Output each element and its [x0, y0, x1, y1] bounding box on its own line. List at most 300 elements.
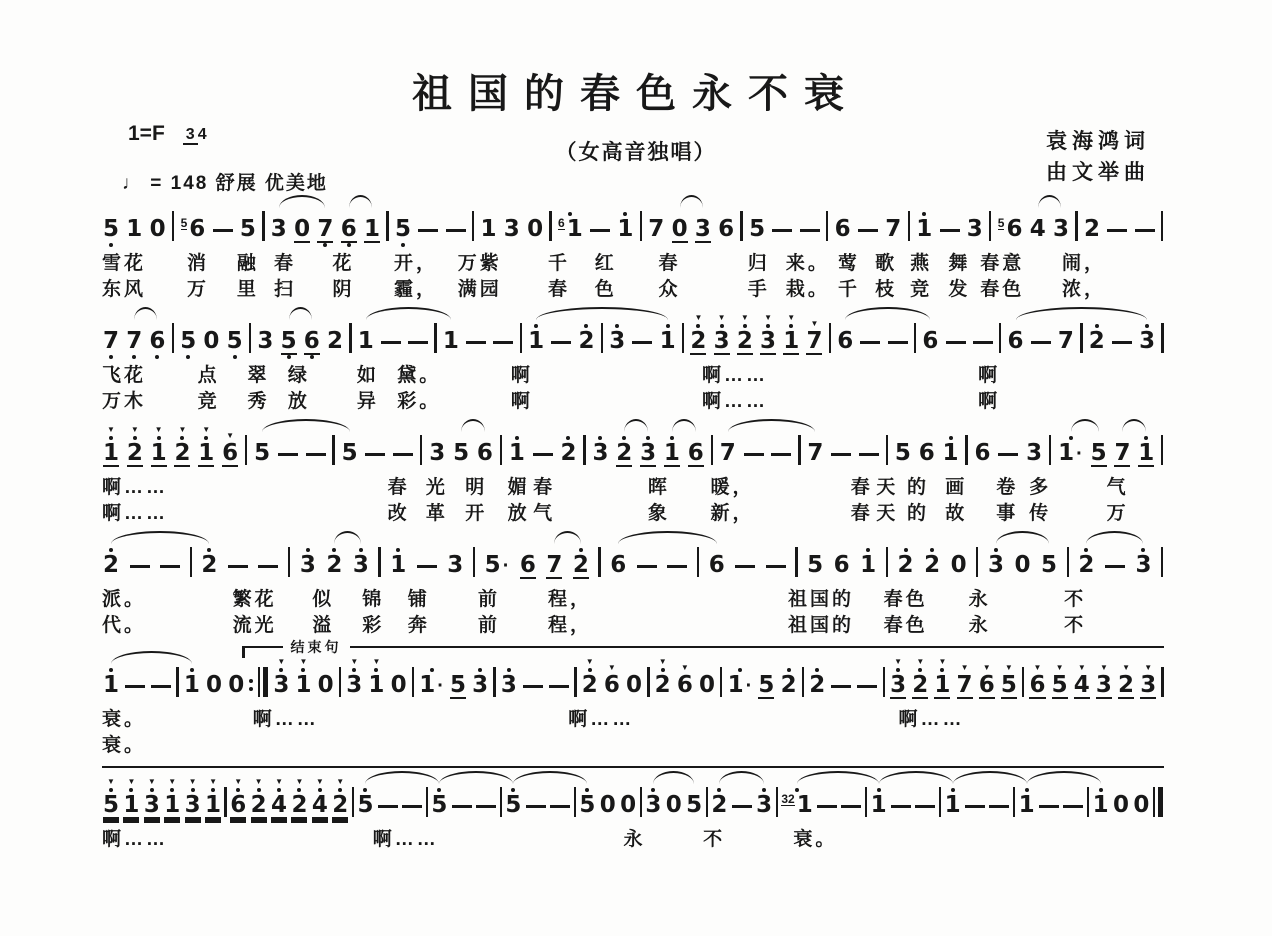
note-number: 1 — [442, 328, 459, 354]
duration-dash — [364, 453, 386, 472]
accent-mark-icon: ▼ — [107, 425, 115, 435]
barline — [1080, 323, 1082, 353]
barline-thick — [263, 667, 269, 697]
octave-dot — [401, 243, 405, 247]
rest-note — [390, 673, 408, 704]
accent-mark-icon: ▼ — [254, 777, 263, 787]
note-number-row — [300, 553, 316, 577]
duration-dash-bar — [551, 341, 571, 344]
rest-note — [1112, 793, 1130, 824]
lyric-syllable: 满园 — [457, 279, 502, 300]
duration-dash-bar — [408, 341, 428, 344]
note-number-row — [222, 441, 238, 467]
note-number-row — [1135, 553, 1151, 577]
duration-dash — [227, 565, 249, 584]
note-number-row — [890, 673, 906, 699]
note-number: 1 — [357, 328, 374, 354]
lyric-syllable: 啊…… — [102, 829, 169, 850]
barline — [434, 323, 436, 353]
note-number-row — [604, 673, 620, 697]
note-token — [446, 553, 464, 584]
note-number-row — [695, 217, 711, 243]
repeat-dots — [249, 679, 253, 691]
note-token — [647, 217, 665, 248]
note-token — [1088, 323, 1106, 360]
note-number-row — [318, 673, 334, 697]
music-line — [102, 196, 1164, 300]
note-token — [102, 217, 120, 248]
barline — [262, 211, 264, 241]
barline — [288, 547, 290, 577]
lyric-syllable: 天 — [876, 503, 899, 524]
note-number-row — [1118, 673, 1134, 699]
lyric-syllable: 多 — [1029, 477, 1052, 498]
note-token — [452, 441, 470, 472]
note-number-row — [485, 553, 510, 577]
lyric-row — [102, 386, 1164, 412]
note-number: 5 — [341, 440, 358, 466]
note-token — [1139, 663, 1157, 704]
note-number-row — [185, 793, 201, 819]
rest-note — [149, 217, 167, 248]
lyric-syllable: 啊 — [510, 391, 533, 412]
duration-dash — [1062, 805, 1084, 824]
duration-dash-bar — [973, 341, 993, 344]
note-number: 5 — [1041, 552, 1058, 578]
duration-dash — [492, 341, 514, 360]
accent-mark-icon: ▼ — [764, 313, 772, 323]
barline — [472, 211, 474, 241]
barline — [802, 667, 804, 697]
note-token — [102, 547, 120, 584]
barline — [352, 787, 354, 817]
barline — [598, 547, 600, 577]
note-number-row — [898, 553, 914, 577]
duration-dash — [589, 229, 611, 248]
note-token — [689, 313, 707, 360]
barline — [1013, 787, 1015, 817]
note-number: 3 — [500, 672, 517, 698]
accent-mark-icon: ▼ — [607, 663, 616, 672]
duration-dash — [445, 229, 467, 248]
duration-dash-bar — [533, 453, 553, 456]
note-number-row — [103, 329, 119, 353]
note-number-row — [620, 793, 636, 817]
note-token — [748, 217, 766, 248]
note-number: 1 — [363, 216, 380, 243]
octave-dot — [155, 355, 159, 359]
note-number: 1 — [870, 792, 887, 818]
note-number: 2 — [1118, 672, 1135, 699]
meter-denominator: 4 — [197, 125, 207, 143]
note-token — [889, 657, 907, 704]
note-token — [915, 211, 933, 248]
note-token — [1073, 663, 1091, 704]
note-token — [356, 787, 374, 824]
grace-note: 5 — [180, 216, 188, 230]
note-number-row — [807, 441, 823, 465]
duration-dash — [857, 229, 879, 248]
note-number: 2 — [654, 672, 671, 698]
note-token — [1117, 663, 1135, 704]
accent-mark-icon: ▼ — [202, 425, 211, 435]
barline — [720, 667, 722, 697]
note-number: 7 — [103, 328, 120, 354]
note-number: 7 — [956, 672, 973, 699]
lyric-syllable: 锦 — [362, 589, 385, 610]
low-octave-slot — [233, 353, 237, 360]
note-token — [933, 657, 951, 704]
note-number: 3 — [640, 440, 657, 467]
note-token — [727, 667, 754, 704]
note-number: 3 — [1140, 672, 1157, 699]
duration-dash — [451, 805, 473, 824]
accent-mark-icon: ▼ — [916, 657, 925, 667]
duration-dash — [550, 341, 572, 360]
octave-dot — [109, 243, 113, 247]
barline — [520, 323, 522, 353]
note-number: 2 — [291, 792, 308, 819]
note-token — [884, 217, 902, 248]
note-number-row — [616, 441, 632, 467]
accent-mark-icon: ▼ — [226, 431, 235, 441]
note-number: 6 — [340, 216, 357, 243]
note-token — [226, 329, 244, 360]
note-number: 2 — [1088, 328, 1105, 354]
note-number-row — [809, 673, 825, 697]
octave-dot — [132, 355, 136, 359]
note-token — [250, 777, 268, 824]
accent-mark-icon: ▼ — [372, 657, 381, 666]
note-number: 6 — [603, 672, 620, 698]
lyric-syllable: 程， — [548, 589, 593, 610]
note-token — [894, 441, 912, 472]
note-number: 2 — [572, 552, 589, 579]
duration-dash-bar — [1107, 229, 1127, 232]
note-number-row — [934, 673, 950, 699]
note-number-row — [711, 793, 727, 817]
note-number: 7 — [719, 440, 736, 466]
note-number: 2 — [1078, 552, 1095, 578]
note-token — [325, 547, 343, 584]
note-number-row — [164, 793, 180, 819]
note-number: 6 — [222, 440, 239, 467]
note-token — [341, 441, 359, 472]
duration-dash — [939, 229, 961, 248]
note-number-row — [527, 217, 543, 241]
note-token — [577, 323, 595, 360]
barline — [682, 323, 684, 353]
note-number: 7 — [1114, 440, 1131, 467]
barline — [172, 323, 174, 353]
note-token — [500, 667, 518, 704]
duration-dash-bar — [550, 805, 570, 808]
note-number: 1 — [528, 328, 545, 354]
duration-dash-bar — [632, 341, 652, 344]
duration-dash-bar — [476, 805, 496, 808]
note-number: 7 — [648, 216, 665, 242]
duration-dash-bar — [637, 565, 657, 568]
note-number-row — [609, 329, 625, 353]
barline — [1087, 787, 1089, 817]
note-token — [987, 547, 1005, 584]
duration-dash-bar — [278, 453, 298, 456]
augmentation-dot: · — [437, 675, 444, 697]
note-number-row — [304, 329, 320, 355]
note-number-row — [835, 217, 851, 241]
note-number: 5 — [103, 792, 120, 819]
note-number-row — [709, 553, 725, 577]
note-token — [253, 441, 271, 472]
note-token — [833, 553, 851, 584]
note-token — [944, 787, 962, 824]
tempo-expression: 舒展 优美地 — [215, 173, 328, 194]
note-number: 6 — [610, 552, 627, 578]
duration-dash — [945, 341, 967, 360]
note-number-row — [1001, 673, 1017, 699]
barline — [224, 787, 226, 817]
rest-note — [1132, 793, 1150, 824]
lyric-syllable: 万木 — [102, 391, 147, 412]
note-number: 2 — [897, 552, 914, 578]
lyric-syllable: 啊…… — [102, 503, 169, 524]
note-number-row — [660, 329, 676, 353]
lyric-syllable: 永 — [968, 615, 991, 636]
note-token — [545, 553, 563, 584]
note-token — [782, 313, 800, 360]
barline — [829, 323, 831, 353]
note-number-row — [600, 793, 616, 817]
lyric-syllable: 竞 — [197, 391, 220, 412]
accent-mark-icon: ▼ — [787, 313, 796, 323]
note-number: 0 — [599, 792, 616, 818]
note-number-row — [1113, 793, 1129, 817]
note-token — [180, 217, 207, 248]
duration-dash — [914, 805, 936, 824]
note-number-row — [912, 673, 928, 699]
accent-mark-icon: ▼ — [275, 777, 283, 787]
note-number-row — [579, 793, 595, 817]
grace-note: 6 — [558, 216, 565, 230]
note-token — [256, 329, 274, 360]
note-number: 5 — [749, 216, 766, 242]
note-number-row — [737, 329, 753, 355]
note-token — [1077, 547, 1095, 584]
barline — [493, 667, 495, 697]
time-signature — [183, 127, 207, 142]
accent-mark-icon: ▼ — [147, 777, 156, 787]
duration-dash — [887, 341, 909, 360]
lyric-syllable: 啊 — [978, 391, 1001, 412]
duration-dash-bar — [213, 229, 233, 232]
note-token — [430, 787, 448, 824]
note-number: 3 — [1139, 328, 1156, 354]
lyric-syllable: 衰。 — [102, 735, 147, 756]
note-token — [102, 425, 120, 472]
duration-dash — [305, 453, 327, 472]
lyric-syllable: 明 — [465, 477, 488, 498]
note-token — [834, 217, 852, 248]
note-number-row — [1053, 217, 1069, 241]
low-octave-slot — [347, 241, 351, 248]
note-number-row — [686, 793, 702, 817]
note-token — [608, 323, 626, 360]
note-number: 5 — [1090, 440, 1107, 467]
lyric-syllable: 飞花 — [102, 365, 147, 386]
note-number-row — [714, 329, 730, 355]
note-number: 1 — [796, 792, 813, 818]
note-number: 3 — [503, 216, 520, 242]
accent-mark-icon: ▼ — [315, 777, 324, 787]
note-token — [1028, 663, 1046, 704]
note-token — [163, 777, 181, 824]
note-number: 3 — [184, 792, 201, 819]
note-number: 3 — [987, 552, 1004, 578]
music-line — [102, 308, 1164, 412]
note-number: 6 — [718, 216, 735, 242]
note-number: 6 — [476, 440, 493, 466]
note-number-row — [957, 673, 973, 699]
barline — [640, 787, 642, 817]
note-number: 0 — [1014, 552, 1031, 578]
note-number-row — [501, 673, 517, 697]
lyric-syllable: 融 — [236, 253, 259, 274]
lyric-syllable: 色 — [594, 279, 617, 300]
lyric-syllable: 莺 — [837, 253, 860, 274]
duration-dash-bar — [446, 229, 466, 232]
note-number-row — [1084, 217, 1100, 241]
note-token — [710, 787, 728, 824]
barline — [939, 787, 941, 817]
duration-dash — [731, 805, 753, 824]
accent-mark-icon: ▼ — [1099, 663, 1108, 673]
accent-mark-icon: ▼ — [299, 657, 308, 666]
rest-note — [665, 793, 683, 824]
note-token — [352, 547, 370, 584]
duration-dash-bar — [860, 341, 880, 344]
note-number-row — [443, 329, 459, 353]
note-number-row — [1041, 553, 1057, 577]
note-number-row — [123, 793, 139, 819]
accent-mark-icon: ▼ — [680, 663, 689, 672]
barline — [473, 547, 475, 577]
duration-dash — [631, 341, 653, 360]
note-number: 2 — [332, 792, 349, 819]
duration-dash — [1038, 805, 1060, 824]
duration-dash-bar — [378, 805, 398, 808]
lyric-syllable: 光 — [425, 477, 448, 498]
note-token — [1025, 441, 1043, 472]
note-token — [836, 329, 854, 360]
note-number-row — [834, 553, 850, 577]
note-number: 6 — [519, 552, 536, 579]
note-token — [148, 329, 166, 360]
lyric-syllable: 啊…… — [372, 829, 439, 850]
note-number-row — [1030, 217, 1046, 241]
accent-mark-icon: ▼ — [982, 663, 991, 673]
rest-note — [202, 329, 220, 360]
note-number-row — [342, 441, 358, 465]
lyric-syllable: 春色 — [883, 589, 928, 610]
note-token — [331, 777, 349, 824]
note-number-row — [1026, 441, 1042, 465]
note-number-row — [198, 441, 214, 467]
rest-note — [1014, 553, 1032, 584]
note-token — [911, 657, 929, 704]
note-number-row — [781, 673, 797, 697]
note-number: 6 — [922, 328, 939, 354]
duration-dash — [1134, 229, 1156, 248]
barline — [549, 211, 551, 241]
lyric-syllable: 翠 — [247, 365, 270, 386]
note-token — [290, 777, 308, 824]
rest-note — [526, 217, 544, 248]
note-number: 3 — [270, 216, 287, 242]
music-line — [102, 639, 1164, 756]
lyric-syllable: 春 — [658, 253, 681, 274]
note-number-row — [943, 441, 959, 465]
note-number-row — [626, 673, 642, 697]
note-number-row — [294, 217, 310, 243]
note-number: 1 — [659, 328, 676, 354]
duration-dash-bar — [772, 229, 792, 232]
accent-mark-icon: ▼ — [168, 777, 177, 787]
note-token — [578, 787, 596, 824]
duration-dash-bar — [831, 453, 851, 456]
note-number: 1 — [508, 440, 525, 466]
duration-dash — [636, 565, 658, 584]
lyric-syllable: 发 — [948, 279, 971, 300]
note-number-row — [1096, 673, 1112, 699]
rest-note — [599, 793, 617, 824]
note-token — [859, 547, 877, 584]
duration-dash — [1111, 341, 1133, 360]
note-number-row — [206, 673, 222, 697]
note-number: 2 — [736, 328, 753, 355]
note-token — [676, 663, 694, 704]
duration-dash — [380, 341, 402, 360]
duration-dash-bar — [365, 453, 385, 456]
note-token — [581, 657, 599, 704]
lyric-row — [102, 360, 1164, 386]
note-number: 0 — [294, 216, 311, 243]
note-number: 3 — [645, 792, 662, 818]
note-token — [616, 211, 634, 248]
note-token — [197, 425, 215, 472]
lyric-syllable: 彩。 — [397, 391, 442, 412]
note-number-row — [317, 217, 333, 243]
note-number: 6 — [978, 672, 995, 699]
lyric-syllable: 派。 — [102, 589, 147, 610]
note-token — [204, 777, 222, 824]
accent-mark-icon: ▼ — [810, 319, 819, 329]
lyric-syllable: 代。 — [102, 615, 147, 636]
lyric-syllable: 归 — [747, 253, 770, 274]
note-number: 1 — [103, 672, 120, 698]
accent-mark-icon: ▼ — [154, 425, 163, 435]
accent-mark-icon: ▼ — [130, 425, 139, 435]
note-number: 3 — [1095, 672, 1112, 699]
duration-dash — [401, 805, 423, 824]
lyric-syllable: 歌 — [875, 253, 898, 274]
note-token — [557, 211, 584, 248]
note-number: 6 — [676, 672, 693, 698]
lyric-row — [102, 730, 1164, 756]
note-number-row — [509, 441, 525, 465]
note-number-row — [666, 793, 682, 817]
duration-dash-bar — [732, 805, 752, 808]
note-number: 7 — [807, 440, 824, 466]
